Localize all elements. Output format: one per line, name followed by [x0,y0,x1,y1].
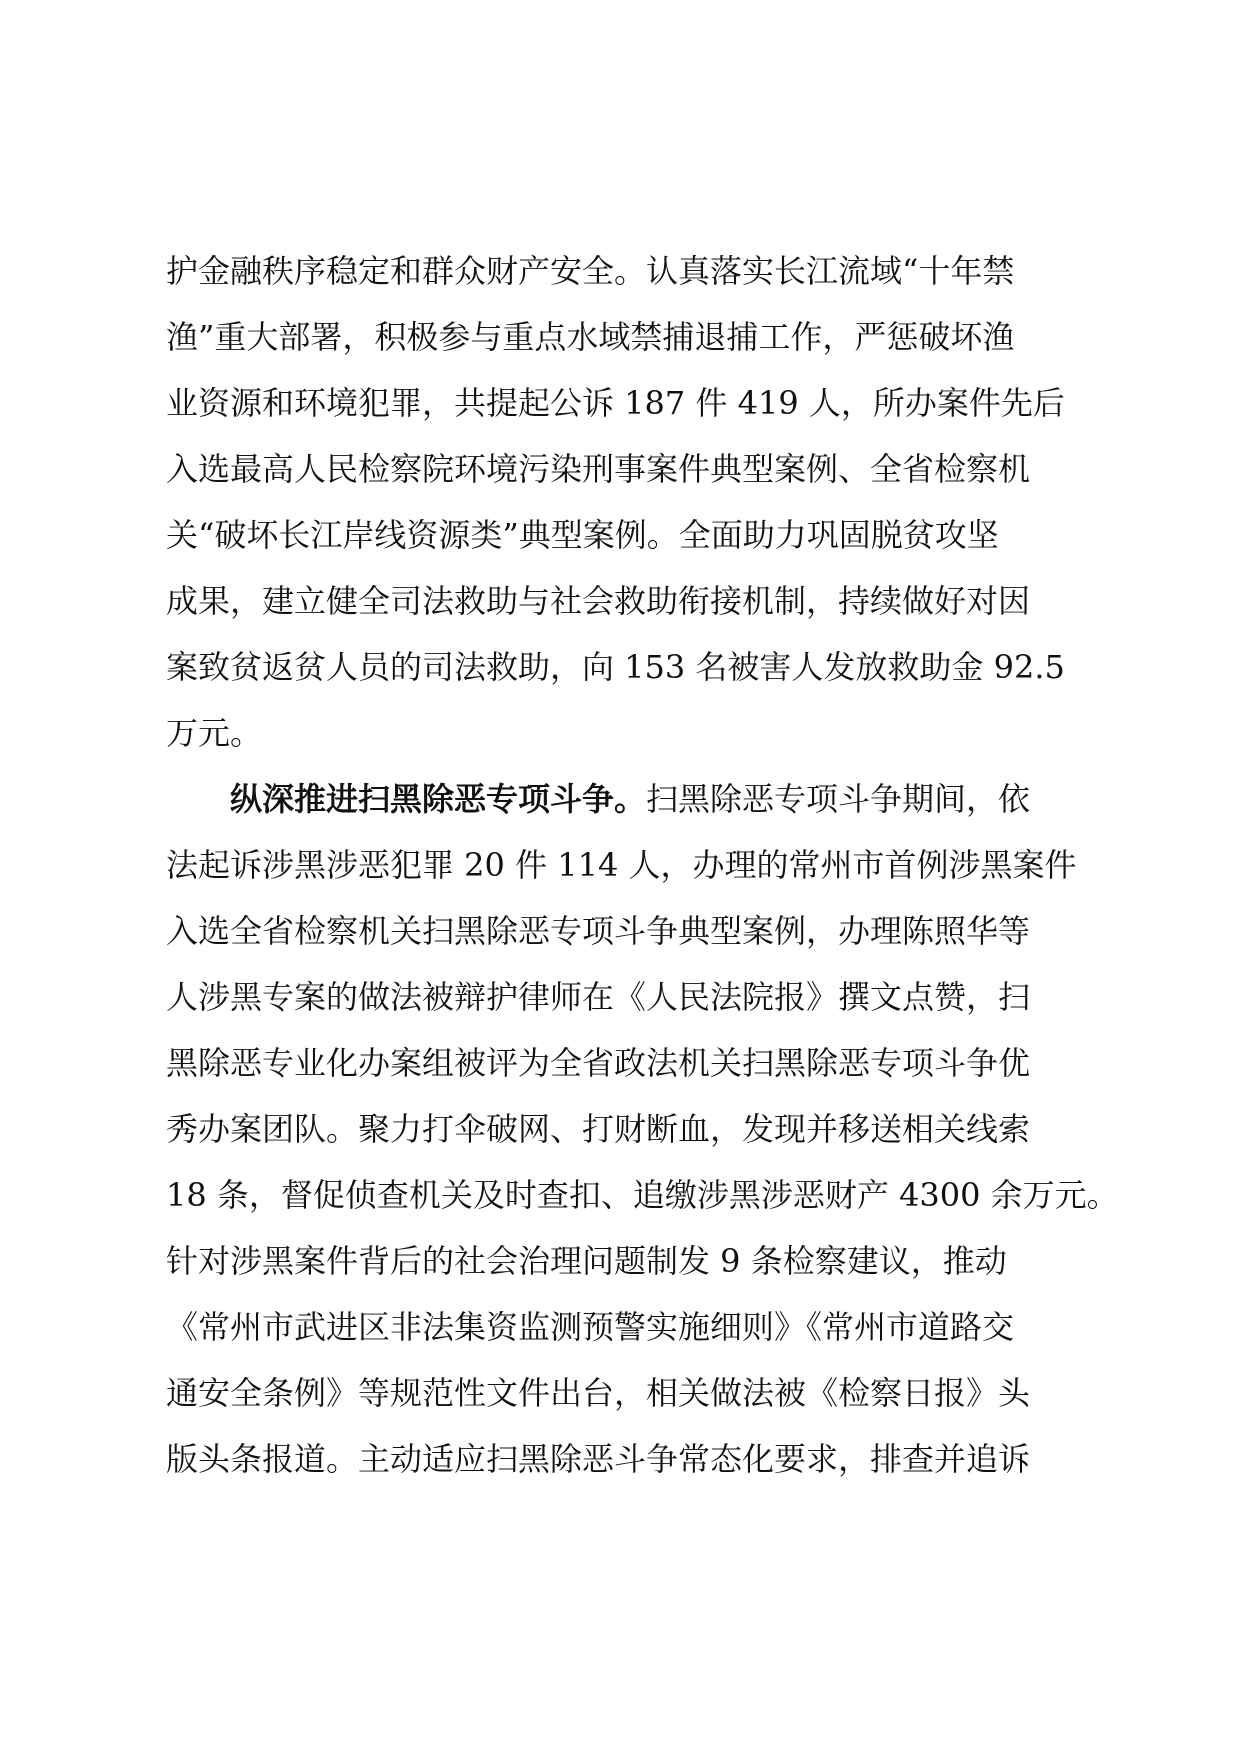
paragraph-2-heading: 纵深推进扫黑除恶专项斗争。 [230,780,647,818]
paragraph-1-line-3: 业资源和环境犯罪，共提起公诉 187 件 419 人，所办案件先后 [166,384,1065,422]
paragraph-1-line-4: 入选最高人民检察院环境污染刑事案件典型案例、全省检察机 [166,450,1031,488]
paragraph-2-line-10: 通安全条例》等规范性文件出台，相关做法被《检察日报》头 [166,1374,1031,1412]
paragraph-1-line-6: 成果，建立健全司法救助与社会救助衔接机制，持续做好对因 [166,582,1031,620]
paragraph-1-line-1: 护金融秩序稳定和群众财产安全。认真落实长江流域“十年禁 [166,252,1015,290]
paragraph-1-line-8: 万元。 [166,714,263,752]
paragraph-2-line-6: 秀办案团队。聚力打伞破网、打财断血，发现并移送相关线索 [166,1110,1031,1148]
paragraph-2-line-1 [166,766,1096,832]
paragraph-2-line-11: 版头条报道。主动适应扫黑除恶斗争常态化要求，排查并追诉 [166,1440,1031,1478]
paragraph-1-line-7: 案致贫返贫人员的司法救助，向 153 名被害人发放救助金 92.5 [166,648,1065,686]
paragraph-2-line-8: 针对涉黑案件背后的社会治理问题制发 9 条检察建议，推动 [166,1242,1007,1280]
paragraph-1-line-5: 关“破坏长江岸线资源类”典型案例。全面助力巩固脱贫攻坚 [166,516,999,554]
paragraph-2-line-5: 黑除恶专业化办案组被评为全省政法机关扫黑除恶专项斗争优 [166,1044,1031,1082]
paragraph-2-line-4: 人涉黑专案的做法被辩护律师在《人民法院报》撰文点赞，扫 [166,978,1031,1016]
paragraph-2-line-9: 《常州市武进区非法集资监测预警实施细则》《常州市道路交 [166,1308,1015,1346]
paragraph-2-line-7: 18 条，督促侦查机关及时查扣、追缴涉黑涉恶财产 4300 余万元。 [166,1176,1119,1214]
paragraph-2-first-line-text: 扫黑除恶专项斗争期间，依 [646,780,1031,818]
paragraph-1-line-2: 渔”重大部署，积极参与重点水域禁捕退捕工作，严惩破坏渔 [166,318,1015,356]
paragraph-2-line-3: 入选全省检察机关扫黑除恶专项斗争典型案例，办理陈照华等 [166,912,1031,950]
paragraph-2-line-2: 法起诉涉黑涉恶犯罪 20 件 114 人，办理的常州市首例涉黑案件 [166,846,1077,884]
body-text [166,238,1119,1492]
